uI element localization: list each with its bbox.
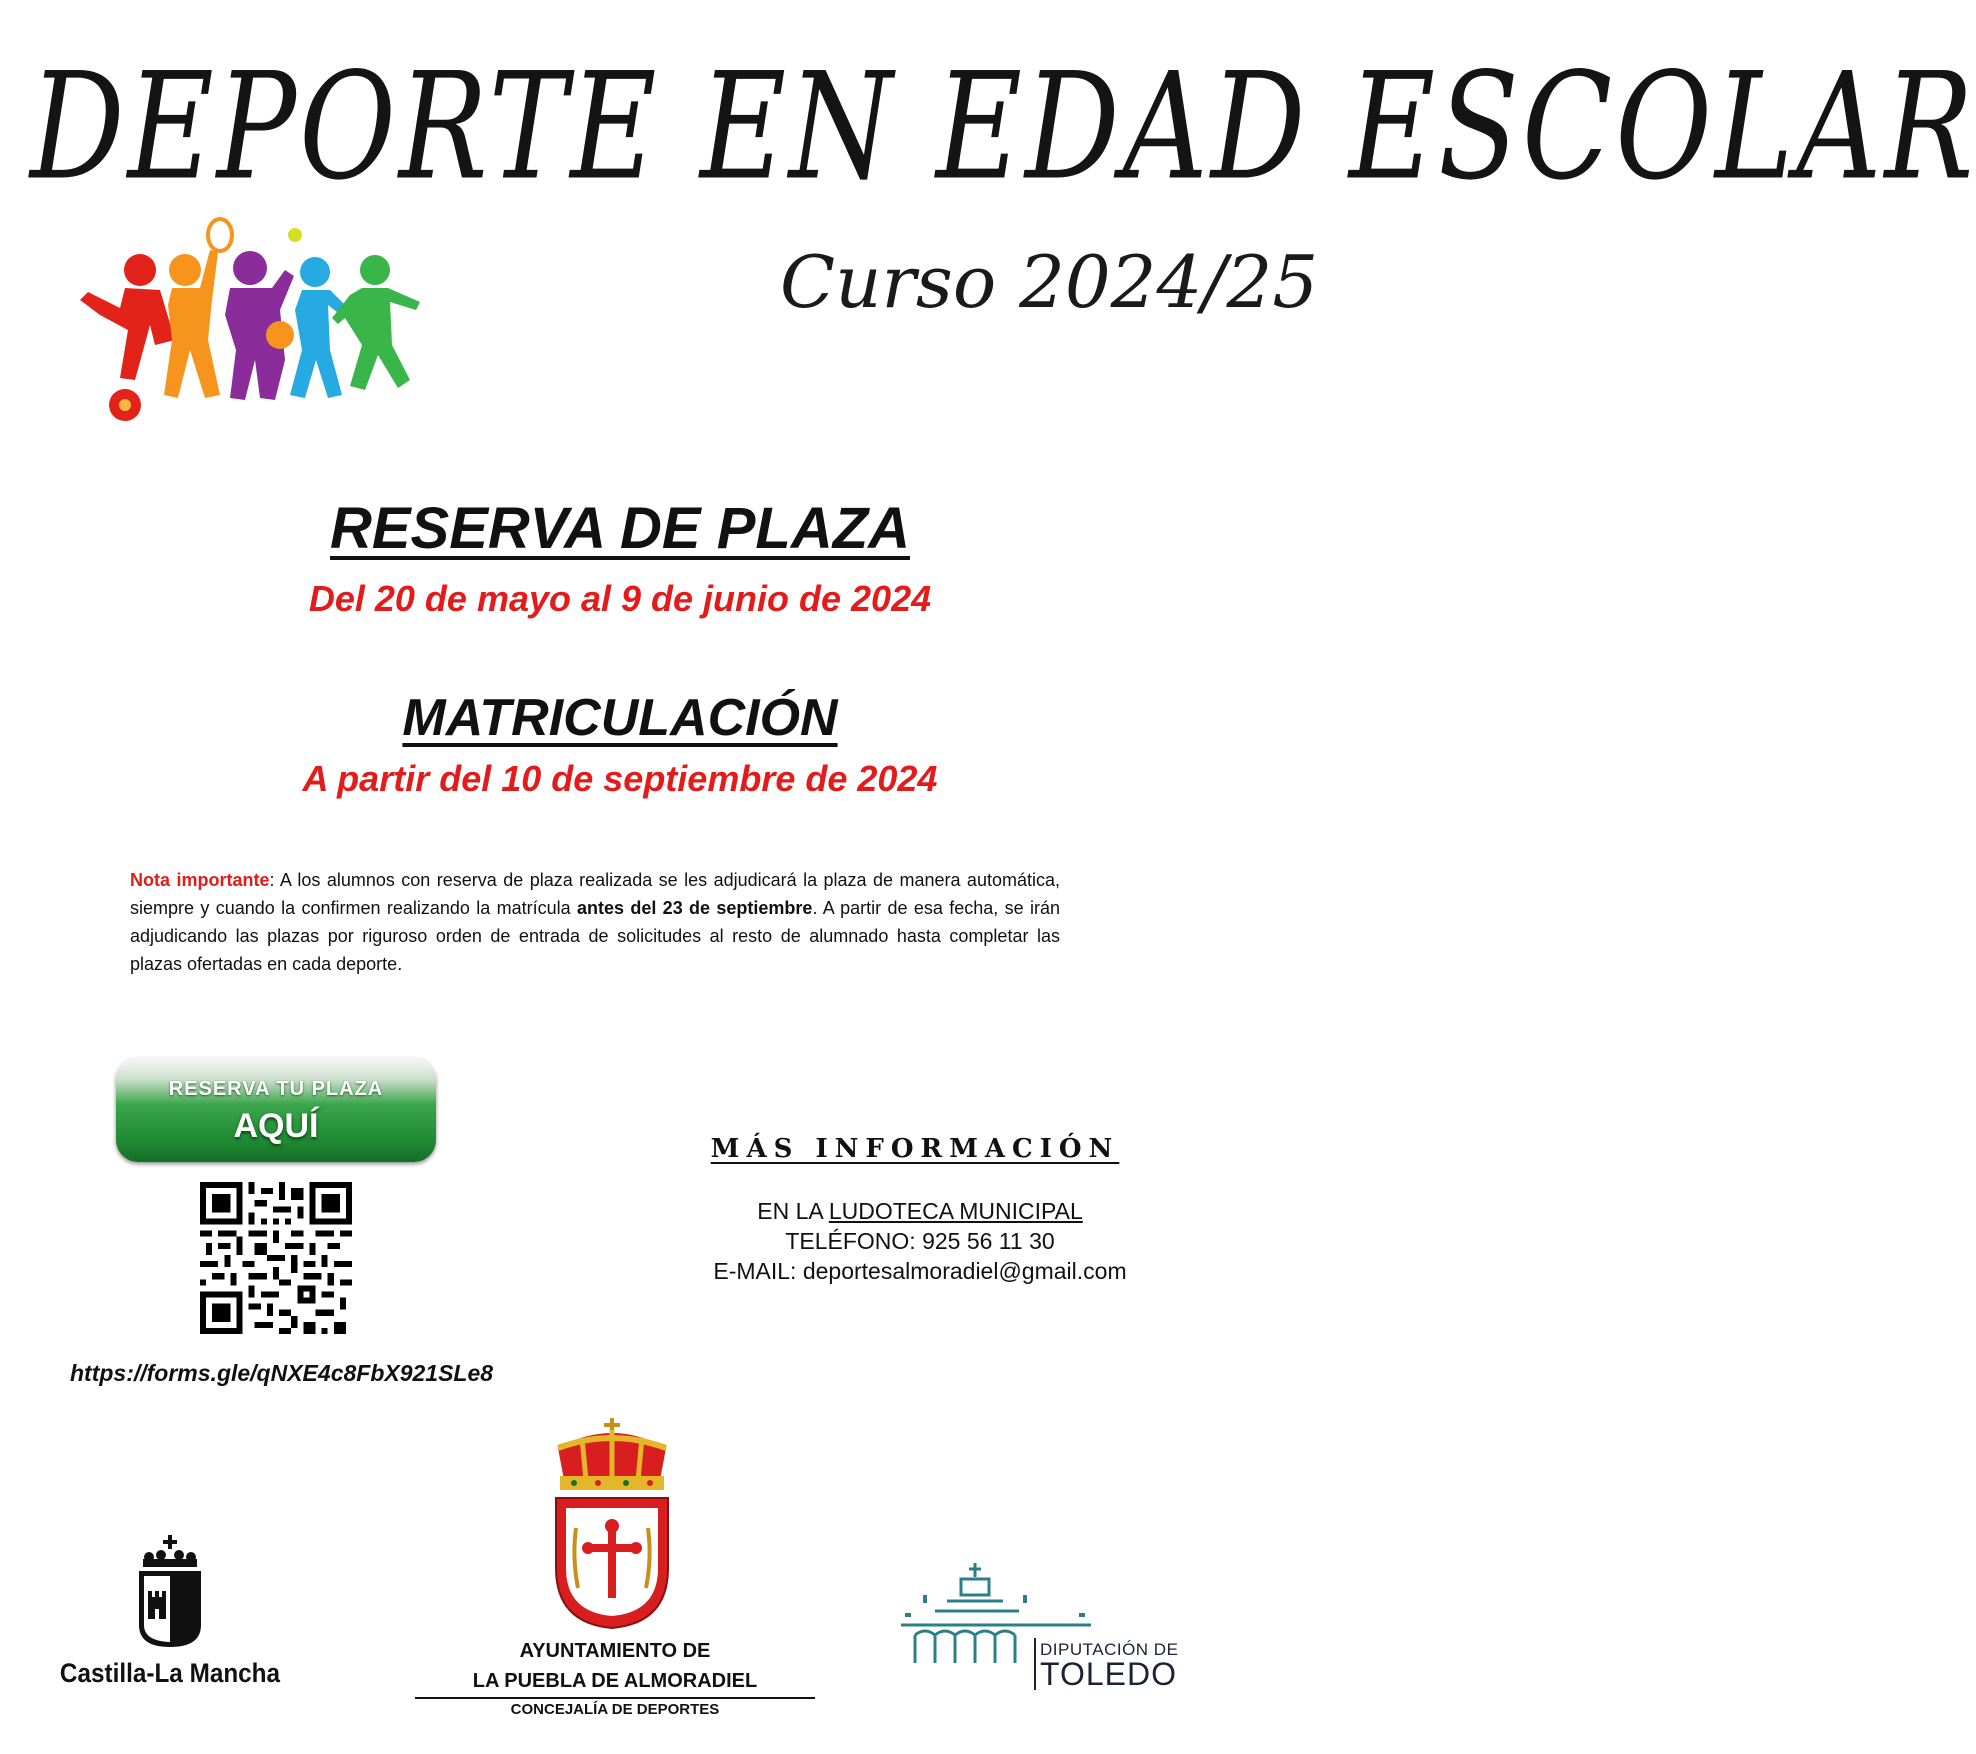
matriculacion-heading: MATRICULACIÓN [402, 689, 838, 747]
form-url-link[interactable]: https://forms.gle/qNXE4c8FbX921SLe8 [70, 1360, 494, 1386]
castilla-la-mancha-emblem-icon [135, 1535, 205, 1650]
toledo-label: TOLEDO [1040, 1656, 1177, 1692]
note-label: Nota importante [130, 870, 270, 890]
note-text-2: . A partir de esa fecha, se irán adjudicando las plazas por riguroso orden de entrada de solicitudes al resto de alumnado hasta completar las plazas ofertadas en cada deporte. [130, 898, 1060, 974]
info-location [660, 1198, 1180, 1225]
info-location-prefix: EN LA [757, 1198, 829, 1224]
diputacion-label: DIPUTACIÓN DE [1040, 1640, 1179, 1659]
info-location-name: LUDOTECA MUNICIPAL [828, 1198, 1083, 1224]
course-year: Curso 2024/25 [780, 240, 1319, 324]
reserva-heading: RESERVA DE PLAZA [329, 496, 911, 561]
reserva-dates: Del 20 de mayo al 9 de junio de 2024 [308, 578, 932, 619]
sports-figures-illustration [80, 230, 440, 430]
more-info-heading: MÁS INFORMACIÓN [710, 1134, 1120, 1164]
ayuntamiento-shield-icon [548, 1418, 676, 1630]
ayuntamiento-line-2: LA PUEBLA DE ALMORADIEL [472, 1670, 758, 1692]
toledo-divider [1034, 1638, 1036, 1690]
info-phone: TELÉFONO: 925 56 11 30 [785, 1228, 1055, 1254]
castilla-la-mancha-label: Castilla-La Mancha [59, 1658, 281, 1688]
note-deadline: antes del 23 de septiembre [576, 898, 813, 918]
matriculacion-dates: A partir del 10 de septiembre de 2024 [302, 758, 938, 799]
main-title: DEPORTE EN EDAD ESCOLAR [30, 40, 1976, 213]
info-email[interactable]: E-MAIL: deportesalmoradiel@gmail.com [713, 1258, 1127, 1284]
reserve-button-main-label: AQUÍ [233, 1107, 319, 1145]
ayuntamiento-line-1: AYUNTAMIENTO DE [519, 1640, 711, 1662]
important-note [130, 866, 1060, 978]
note-text-1: : A los alumnos con reserva de plaza realizada se les adjudicará la plaza de manera automática, siempre y cuando la confirmen realizando la matrícula [130, 870, 1060, 918]
concejalia-label: CONCEJALÍA DE DEPORTES [510, 1701, 720, 1718]
reserve-button-top-label: RESERVA TU PLAZA [168, 1078, 384, 1100]
ayuntamiento-divider [415, 1697, 815, 1699]
qr-code-icon[interactable] [200, 1182, 352, 1334]
reserve-place-button[interactable] [116, 1058, 436, 1162]
